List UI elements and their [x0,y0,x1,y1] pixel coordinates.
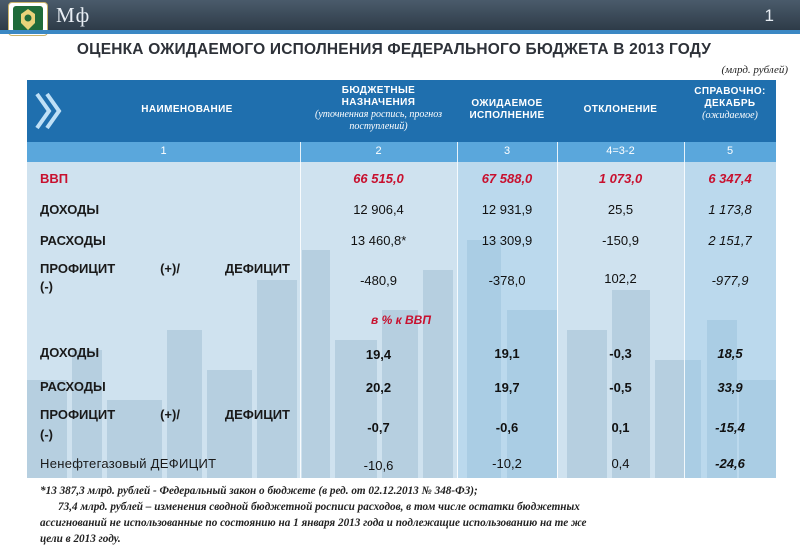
table-cell: -15,4 [715,420,745,435]
row-label-balance: ПРОФИЦИТ (+)/ ДЕФИЦИТ [40,261,290,276]
page-number: 1 [764,6,774,25]
table-cell: 67 588,0 [481,171,533,186]
chevron-right-icon [27,80,73,142]
header-name: НАИМЕНОВАНИЕ [141,104,233,115]
table-cell: 20,2 [365,380,392,395]
column-number: 1 [160,145,167,157]
table-cell: -0,6 [495,420,519,435]
table-cell: 19,1 [494,346,520,361]
table-cell: 0,4 [611,456,630,471]
header-budget-title: БЮДЖЕТНЫЕ НАЗНАЧЕНИЯ [341,85,416,108]
table-cell: -150,9 [602,233,639,248]
row-label-balance-pct-suffix: (-) [40,427,53,442]
header-reference-note: (ожидаемое) [702,110,758,121]
table-cell: 66 515,0 [353,171,404,186]
table-cell: 25,5 [607,202,634,217]
table-cell: 13 460,8* [350,233,407,248]
table-cell: 1 073,0 [598,171,643,186]
column-number: 4=3-2 [606,145,635,157]
header-divider [0,30,800,34]
table-cell: -10,6 [363,458,394,473]
table-cell: -24,6 [715,456,745,471]
page-title: ОЦЕНКА ОЖИДАЕМОГО ИСПОЛНЕНИЯ ФЕДЕРАЛЬНОГО БЮДЖЕТА В 2013 ГОДУ [76,41,712,58]
header-budget [300,85,457,133]
table-cell: -0,3 [609,346,632,361]
column-number: 3 [503,145,511,157]
footnote-line: цели в 2013 году. [40,533,121,545]
table-cell: 13 309,9 [481,233,533,248]
table-cell: 102,2 [604,271,637,286]
table-cell: 1 173,8 [708,202,752,217]
table-cell: -977,9 [711,273,749,288]
row-label-balance-pct: ПРОФИЦИТ (+)/ ДЕФИЦИТ [40,407,290,422]
table-cell: -480,9 [360,273,397,288]
row-label-expenditure: РАСХОДЫ [40,233,106,248]
footnote-line: ассигнований не использованные по состоянию на 1 января 2013 года и подлежащие использованию на те же [40,517,587,529]
budget-table [27,80,776,478]
table-cell: 0,1 [611,420,630,435]
percent-of-gdp-label: в % к ВВП [371,313,431,327]
table-cell: 12 931,9 [481,202,533,217]
table-cell: 6 347,4 [708,171,752,186]
top-bar [0,0,800,30]
header-reference [684,86,776,122]
column-number: 2 [375,145,382,157]
row-label-nonoil-deficit: Ненефтегазовый ДЕФИЦИТ [40,456,217,471]
brand-logo-text: Мф [56,3,91,27]
row-label-revenue-pct: ДОХОДЫ [40,345,100,360]
header-reference-title: СПРАВОЧНО: ДЕКАБРЬ [694,86,766,109]
column-number: 5 [726,145,734,157]
header-budget-note: (уточненная роспись, прогноз поступлений) [314,109,443,132]
table-cell: -0,7 [367,420,390,435]
row-label-expenditure-pct: РАСХОДЫ [40,379,106,394]
header-expected: ОЖИДАЕМОЕ ИСПОЛНЕНИЕ [469,98,545,121]
footnote-line: *13 387,3 млрд. рублей - Федеральный закон о бюджете (в ред. от 02.12.2013 № 348-ФЗ); [40,485,478,497]
row-label-balance-suffix: (-) [40,279,53,294]
table-cell: -378,0 [488,273,526,288]
table-cell: 19,4 [365,347,392,362]
table-cell: 33,9 [717,380,743,395]
table-cell: -0,5 [609,380,632,395]
units-label: (млрд. рублей) [721,64,788,76]
row-label-revenue: ДОХОДЫ [40,202,100,217]
table-cell: 18,5 [717,346,743,361]
table-cell: 2 151,7 [708,233,752,248]
footnote-line: 73,4 млрд. рублей – изменения сводной бюджетной росписи расходов, в том числе остатки бюджетных [58,501,580,513]
header-deviation: ОТКЛОНЕНИЕ [583,104,658,115]
table-cell: 12 906,4 [353,202,404,217]
row-label-gdp: ВВП [40,171,69,186]
table-cell: 19,7 [494,380,520,395]
table-cell: -10,2 [492,456,522,471]
